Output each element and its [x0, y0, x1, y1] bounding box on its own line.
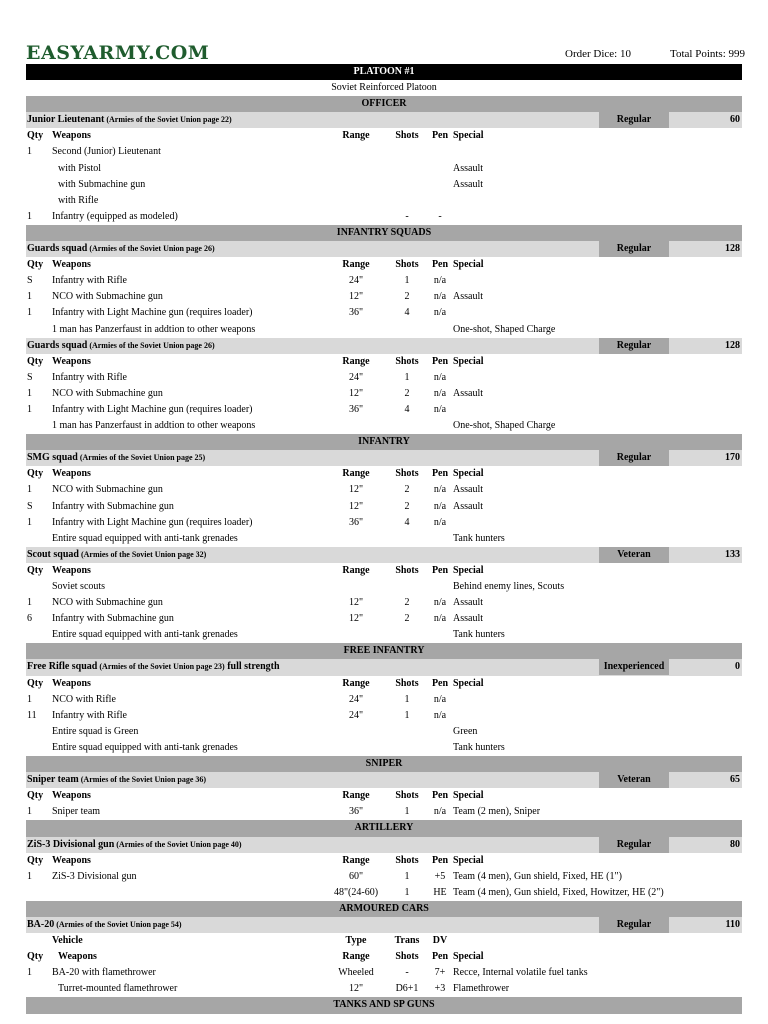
range-cell: 60": [348, 870, 364, 882]
col-weapons: Weapons: [52, 564, 91, 576]
special-cell: Assault: [453, 178, 483, 190]
col-range: Range: [342, 130, 370, 142]
special-cell: Assault: [453, 387, 483, 399]
range-cell: 12": [348, 387, 364, 399]
weapon-cell: Infantry (equipped as modeled): [52, 210, 178, 222]
pen-cell: n/a: [433, 387, 447, 399]
experience-badge: Veteran: [599, 772, 669, 788]
shots-cell: -: [405, 967, 409, 979]
qty-cell: 1: [27, 597, 32, 609]
pen-cell: n/a: [433, 516, 447, 528]
section-artillery: ARTILLERY: [26, 820, 742, 836]
unit-name: Guards squad (Armies of the Soviet Union page 26): [27, 243, 215, 255]
col-qty: Qty: [27, 677, 44, 689]
column-header-row: [26, 257, 742, 273]
pen-cell: n/a: [433, 500, 447, 512]
weapon-cell: NCO with Submachine gun: [52, 387, 163, 399]
col-dv: DV: [432, 935, 448, 947]
weapon-cell: with Pistol: [58, 162, 102, 174]
column-header-row: [26, 128, 742, 144]
column-header-row: [26, 853, 742, 869]
col-weapons: Weapons: [52, 355, 91, 367]
qty-cell: S: [27, 275, 33, 287]
unit-name: Guards squad (Armies of the Soviet Union page 26): [27, 339, 215, 351]
unit-row: [26, 627, 742, 643]
unit-row: [26, 724, 742, 740]
range-cell: 48"(24-60): [333, 886, 379, 898]
unit-row: [26, 885, 742, 901]
col-range: Range: [342, 468, 370, 480]
range-cell: 12": [348, 484, 364, 496]
pen-cell: n/a: [433, 709, 447, 721]
special-cell: Green: [453, 725, 478, 737]
column-header-row: [26, 949, 742, 965]
qty-cell: 1: [27, 967, 32, 979]
col-special: Special: [453, 677, 484, 689]
weapon-cell: NCO with Rifle: [52, 693, 116, 705]
col-qty: Qty: [27, 854, 44, 866]
col-shots: Shots: [395, 854, 419, 866]
range-cell: 24": [348, 371, 364, 383]
col-qty: Qty: [27, 468, 44, 480]
weapon-cell: Infantry with Rifle: [52, 709, 127, 721]
shots-cell: 4: [404, 516, 410, 528]
pen-cell: n/a: [433, 484, 447, 496]
unit-points: 133: [725, 548, 740, 560]
section-armoured-cars: ARMOURED CARS: [26, 901, 742, 917]
special-cell: Team (2 men), Sniper: [453, 806, 541, 818]
unit-header: [26, 659, 742, 675]
qty-cell: 1: [27, 403, 32, 415]
col-special: Special: [453, 790, 484, 802]
col-weapons: Weapons: [52, 130, 91, 142]
col-special: Special: [453, 259, 484, 271]
col-qty: Qty: [27, 355, 44, 367]
col-special: Special: [453, 130, 484, 142]
col-shots: Shots: [395, 355, 419, 367]
col-pen: Pen: [431, 951, 449, 963]
col-weapons: Weapons: [52, 468, 91, 480]
col-shots: Shots: [395, 951, 419, 963]
shots-cell: 2: [404, 613, 410, 625]
qty-cell: 1: [27, 210, 32, 222]
section-free-infantry: FREE INFANTRY: [26, 643, 742, 659]
weapon-cell: Infantry with Rifle: [52, 371, 127, 383]
range-cell: 36": [348, 403, 364, 415]
platoon-title: PLATOON #1: [26, 64, 742, 80]
unit-row: [26, 305, 742, 321]
unit-row: [26, 161, 742, 177]
unit-row: [26, 193, 742, 209]
unit-name: ZiS-3 Divisional gun (Armies of the Soviet Union page 40): [27, 838, 242, 850]
unit-header: [26, 547, 742, 563]
unit-name: Sniper team (Armies of the Soviet Union page 36): [27, 774, 207, 786]
special-cell: Assault: [453, 291, 483, 303]
unit-header: [26, 450, 742, 466]
special-cell: One-shot, Shaped Charge: [453, 420, 556, 432]
col-qty: Qty: [27, 259, 44, 271]
col-special: Special: [453, 468, 484, 480]
unit-points: 170: [725, 452, 740, 464]
pen-cell: n/a: [433, 371, 447, 383]
weapon-cell: with Submachine gun: [58, 178, 146, 190]
unit-row: [26, 965, 742, 981]
experience-badge: Regular: [599, 917, 669, 933]
col-qty: Qty: [27, 130, 44, 142]
weapon-cell: Infantry with Light Machine gun (requires loader): [52, 307, 253, 319]
weapon-cell: with Rifle: [58, 194, 99, 206]
unit-block: [26, 241, 742, 338]
qty-cell: 1: [27, 387, 32, 399]
weapon-cell: NCO with Submachine gun: [52, 484, 163, 496]
special-cell: Tank hunters: [453, 629, 505, 641]
col-range: Range: [342, 564, 370, 576]
special-cell: One-shot, Shaped Charge: [453, 323, 556, 335]
weapon-cell: 1 man has Panzerfaust in addtion to other weapons: [52, 323, 256, 335]
special-cell: Assault: [453, 597, 483, 609]
col-range: Range: [342, 790, 370, 802]
unit-header: [26, 338, 742, 354]
qty-cell: 1: [27, 870, 32, 882]
col-weapons: Weapons: [52, 854, 91, 866]
qty-cell: 11: [27, 709, 37, 721]
special-cell: Recce, Internal volatile fuel tanks: [453, 967, 588, 979]
special-cell: Team (4 men), Gun shield, Fixed, HE (1"): [453, 870, 622, 882]
unit-points: 128: [725, 339, 740, 351]
weapon-cell: Second (Junior) Lieutenant: [52, 146, 161, 158]
weapon-cell: Infantry with Light Machine gun (requires loader): [52, 516, 253, 528]
unit-row: [26, 402, 742, 418]
col-weapons: Weapons: [52, 677, 91, 689]
unit-row: [26, 418, 742, 434]
unit-name: SMG squad (Armies of the Soviet Union page 25): [27, 452, 206, 464]
special-cell: Flamethrower: [453, 983, 510, 995]
page-header: [0, 0, 768, 64]
weapon-cell: Entire squad equipped with anti-tank grenades: [52, 532, 238, 544]
range-cell: 12": [348, 597, 364, 609]
experience-badge: Inexperienced: [599, 659, 669, 675]
unit-header: [26, 837, 742, 853]
range-cell: 12": [348, 291, 364, 303]
col-shots: Shots: [395, 790, 419, 802]
special-cell: Team (4 men), Gun shield, Fixed, Howitzer, HE (2"): [453, 886, 664, 898]
col-shots: Shots: [395, 468, 419, 480]
weapon-cell: NCO with Submachine gun: [52, 597, 163, 609]
col-range: Range: [342, 355, 370, 367]
qty-cell: 1: [27, 484, 32, 496]
qty-cell: S: [27, 371, 33, 383]
col-weapons: Weapons: [58, 951, 97, 963]
shots-cell: 4: [404, 403, 410, 415]
weapon-cell: Infantry with Submachine gun: [52, 500, 174, 512]
total-points: Total Points: 999: [670, 48, 746, 60]
unit-row: [26, 804, 742, 820]
shots-cell: 2: [404, 291, 410, 303]
pen-cell: n/a: [433, 307, 447, 319]
unit-header: [26, 112, 742, 128]
col-qty: Qty: [27, 790, 44, 802]
range-cell: 36": [348, 307, 364, 319]
column-header-row: [26, 676, 742, 692]
unit-row: [26, 482, 742, 498]
pen-cell: 7+: [434, 967, 446, 979]
unit-rows: [26, 144, 742, 224]
pen-cell: n/a: [433, 403, 447, 415]
special-cell: Assault: [453, 500, 483, 512]
special-cell: Behind enemy lines, Scouts: [453, 581, 565, 592]
unit-rows: [26, 965, 742, 997]
col-pen: Pen: [431, 468, 449, 480]
pen-cell: n/a: [433, 275, 447, 287]
range-cell: 24": [348, 275, 364, 287]
unit-header: [26, 241, 742, 257]
unit-row: [26, 708, 742, 724]
col-range: Range: [342, 259, 370, 271]
column-header-row: [26, 563, 742, 579]
shots-cell: -: [405, 210, 409, 222]
range-cell: 36": [348, 516, 364, 528]
col-type: Type: [345, 935, 367, 947]
range-cell: 12": [348, 613, 364, 625]
unit-points: 60: [730, 114, 740, 126]
shots-cell: 2: [404, 597, 410, 609]
col-range: Range: [342, 677, 370, 689]
weapon-cell: Entire squad equipped with anti-tank grenades: [52, 629, 238, 641]
pen-cell: n/a: [433, 806, 447, 818]
pen-cell: n/a: [433, 291, 447, 303]
col-shots: Shots: [395, 259, 419, 271]
col-qty: Qty: [27, 951, 44, 963]
section-sniper: SNIPER: [26, 756, 742, 772]
shots-cell: 1: [404, 275, 410, 287]
weapon-cell: Entire squad is Green: [52, 725, 139, 737]
shots-cell: 1: [404, 886, 410, 898]
shots-cell: 2: [404, 387, 410, 399]
col-shots: Shots: [395, 677, 419, 689]
special-cell: Assault: [453, 484, 483, 496]
unit-row: [26, 177, 742, 193]
special-cell: Tank hunters: [453, 532, 505, 544]
section-officer: OFFICER: [26, 96, 742, 112]
unit-row: [26, 499, 742, 515]
pen-cell: n/a: [433, 613, 447, 625]
experience-badge: Regular: [599, 837, 669, 853]
weapon-cell: Soviet scouts: [52, 581, 106, 592]
col-special: Special: [453, 564, 484, 576]
shots-cell: 1: [404, 693, 410, 705]
unit-row: [26, 209, 742, 225]
unit-name: BA-20 (Armies of the Soviet Union page 54): [27, 918, 182, 930]
pen-cell: HE: [433, 886, 447, 898]
shots-cell: 1: [404, 870, 410, 882]
weapon-cell: NCO with Submachine gun: [52, 291, 163, 303]
range-cell: 24": [348, 709, 364, 721]
col-shots: Shots: [395, 564, 419, 576]
unit-block: [26, 772, 742, 820]
col-weapons: Weapons: [52, 259, 91, 271]
weapon-cell: Turret-mounted flamethrower: [58, 983, 178, 995]
weapon-cell: Entire squad equipped with anti-tank grenades: [52, 741, 238, 753]
unit-row: [26, 981, 742, 997]
pen-cell: n/a: [433, 693, 447, 705]
unit-row: [26, 869, 742, 885]
special-cell: Assault: [453, 162, 483, 174]
shots-cell: 2: [404, 500, 410, 512]
experience-badge: Veteran: [599, 547, 669, 563]
unit-row: [26, 289, 742, 305]
section-tanks-sp-guns: TANKS AND SP GUNS: [26, 997, 742, 1013]
col-pen: Pen: [431, 259, 449, 271]
unit-row: [26, 273, 742, 289]
section-infantry-squads: INFANTRY SQUADS: [26, 225, 742, 241]
weapon-cell: 1 man has Panzerfaust in addtion to other weapons: [52, 420, 256, 432]
col-special: Special: [453, 355, 484, 367]
col-weapons: Weapons: [52, 790, 91, 802]
qty-cell: 1: [27, 146, 32, 158]
experience-badge: Regular: [599, 112, 669, 128]
range-cell: 12": [348, 983, 364, 995]
shots-cell: 2: [404, 484, 410, 496]
unit-header: [26, 772, 742, 788]
unit-name: Scout squad (Armies of the Soviet Union page 32): [27, 548, 207, 560]
range-cell: 36": [348, 806, 364, 818]
pen-cell: +5: [434, 870, 446, 882]
experience-badge: Regular: [599, 241, 669, 257]
site-logo[interactable]: EASYARMY.COM: [26, 42, 210, 64]
qty-cell: 6: [27, 613, 32, 625]
unit-points: 65: [730, 774, 740, 786]
special-cell: Assault: [453, 613, 483, 625]
special-cell: Tank hunters: [453, 741, 505, 753]
experience-badge: Regular: [599, 450, 669, 466]
column-header-row: [26, 466, 742, 482]
column-header-row: [26, 788, 742, 804]
unit-row: [26, 370, 742, 386]
range-cell: Wheeled: [338, 967, 374, 979]
shots-cell: D6+1: [395, 983, 419, 995]
platoon-subtitle: Soviet Reinforced Platoon: [26, 80, 742, 96]
col-range: Range: [342, 951, 370, 963]
unit-row: [26, 531, 742, 547]
column-header-row: [26, 354, 742, 370]
col-special: Special: [453, 854, 484, 866]
pen-cell: n/a: [433, 597, 447, 609]
unit-block: [26, 338, 742, 435]
col-shots: Shots: [395, 130, 419, 142]
col-range: Range: [342, 854, 370, 866]
unit-row: [26, 692, 742, 708]
col-pen: Pen: [431, 130, 449, 142]
unit-points: 0: [735, 661, 740, 673]
range-cell: 24": [348, 693, 364, 705]
unit-block: [26, 547, 742, 644]
unit-points: 128: [725, 243, 740, 255]
weapon-cell: BA-20 with flamethrower: [52, 967, 156, 979]
col-pen: Pen: [431, 790, 449, 802]
pen-cell: +3: [434, 983, 446, 995]
col-trans: Trans: [394, 935, 420, 947]
unit-row: [26, 611, 742, 627]
shots-cell: 1: [404, 371, 410, 383]
army-list-sheet: [26, 64, 742, 1014]
col-pen: Pen: [431, 677, 449, 689]
weapon-cell: Infantry with Light Machine gun (requires loader): [52, 403, 253, 415]
col-pen: Pen: [431, 355, 449, 367]
unit-name: Free Rifle squad (Armies of the Soviet Union page 23) full strength: [27, 661, 280, 673]
unit-row: [26, 322, 742, 338]
weapon-cell: Infantry with Rifle: [52, 275, 127, 287]
shots-cell: 1: [404, 709, 410, 721]
col-pen: Pen: [431, 564, 449, 576]
col-qty: Qty: [27, 564, 44, 576]
qty-cell: 1: [27, 516, 32, 528]
unit-block: [26, 837, 742, 901]
unit-row: [26, 144, 742, 160]
qty-cell: 1: [27, 307, 32, 319]
experience-badge: Regular: [599, 338, 669, 354]
shots-cell: 4: [404, 307, 410, 319]
unit-block: [26, 659, 742, 756]
weapon-cell: ZiS-3 Divisional gun: [52, 870, 137, 882]
range-cell: 12": [348, 500, 364, 512]
qty-cell: 1: [27, 291, 32, 303]
unit-row: [26, 386, 742, 402]
unit-row: [26, 740, 742, 756]
col-special: Special: [453, 951, 484, 963]
pen-cell: -: [438, 210, 442, 222]
qty-cell: 1: [27, 693, 32, 705]
unit-row: [26, 595, 742, 611]
unit-points: 110: [725, 918, 740, 930]
qty-cell: 1: [27, 806, 32, 818]
unit-row: [26, 579, 742, 595]
vehicle-header-row: [26, 933, 742, 949]
order-dice: Order Dice: 10: [565, 48, 631, 60]
qty-cell: S: [27, 500, 33, 512]
unit-name: Junior Lieutenant (Armies of the Soviet Union page 22): [27, 114, 232, 126]
col-vehicle: Vehicle: [52, 935, 83, 947]
unit-points: 80: [730, 838, 740, 850]
unit-header: [26, 917, 742, 933]
weapon-cell: Infantry with Submachine gun: [52, 613, 174, 625]
unit-row: [26, 515, 742, 531]
weapon-cell: Sniper team: [52, 806, 101, 818]
col-pen: Pen: [431, 854, 449, 866]
section-infantry: INFANTRY: [26, 434, 742, 450]
unit-block: [26, 450, 742, 547]
shots-cell: 1: [404, 806, 410, 818]
